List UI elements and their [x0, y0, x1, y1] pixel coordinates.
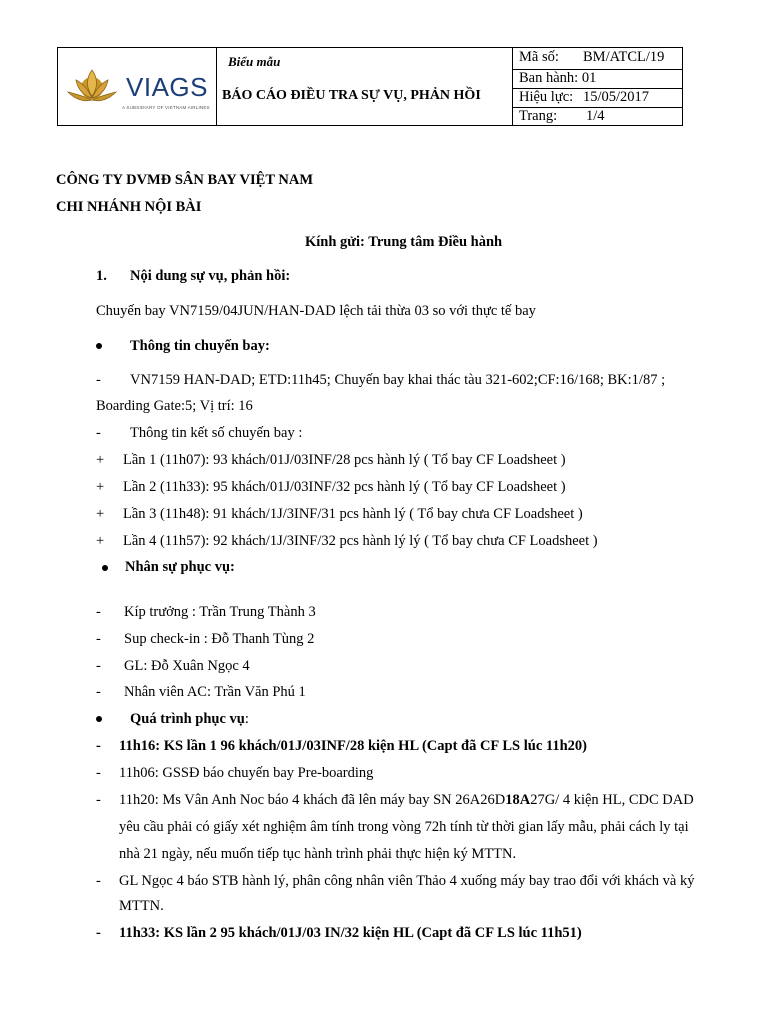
flight-details-cont: Boarding Gate:5; Vị trí: 16 [96, 398, 253, 414]
closing-count-2: Lần 2 (11h33): 95 khách/01J/03INF/32 pcs hành lý ( Tổ bay CF Loadsheet ) [123, 479, 566, 495]
staff-item: Sup check-in : Đỗ Thanh Tùng 2 [124, 631, 315, 647]
closing-info-heading: Thông tin kết số chuyến bay : [130, 425, 303, 441]
dash-marker: - [96, 873, 101, 889]
closing-count-4: Lần 4 (11h57): 92 khách/1J/3INF/32 pcs hành lý lý ( Tổ bay chưa CF Loadsheet ) [123, 533, 598, 549]
timeline-entry: 11h33: KS lần 2 95 khách/01J/03 IN/32 kiện HL (Capt đã CF LS lúc 11h51) [119, 925, 582, 941]
seat-number-highlight: 18A [505, 792, 531, 808]
process-heading-colon: : [244, 711, 249, 727]
plus-marker: + [96, 533, 105, 549]
dash-marker: - [96, 425, 101, 441]
dash-marker: - [96, 765, 101, 781]
viags-logo [66, 62, 211, 112]
dash-marker: - [96, 604, 101, 620]
header-divider [512, 48, 513, 125]
addressee: Kính gửi: Trung tâm Điều hành [305, 234, 503, 250]
code-label: Mã số: [519, 49, 559, 65]
effective-date: 15/05/2017 [583, 89, 650, 105]
timeline-text: 11h20: Ms Vân Anh Noc báo 4 khách đã lên máy bay SN 26A26D [119, 792, 506, 808]
timeline-entry-cont: nhà 21 ngày, nếu muốn tiếp tục hành trình phải thực hiện ký MTTN. [119, 846, 517, 862]
flight-details: VN7159 HAN-DAD; ETD:11h45; Chuyến bay khai thác tàu 321-602;CF:16/168; BK:1/87 ; [130, 372, 666, 388]
logo-wordmark: VIAGS [126, 72, 208, 102]
plus-marker: + [96, 452, 105, 468]
timeline-entry: 11h06: GSSĐ báo chuyến bay Pre-boarding [119, 765, 374, 781]
process-heading [130, 711, 249, 728]
section-number: 1. [96, 268, 107, 284]
staff-item: GL: Đỗ Xuân Ngọc 4 [124, 658, 250, 674]
branch-name: CHI NHÁNH NỘI BÀI [56, 199, 202, 215]
timeline-entry: GL Ngọc 4 báo STB hành lý, phân công nhân viên Thảo 4 xuống máy bay trao đổi với khách và ký [119, 873, 695, 889]
timeline-entry [119, 792, 694, 809]
staff-heading: Nhân sự phục vụ: [125, 559, 235, 575]
dash-marker: - [96, 738, 101, 754]
lotus-icon [66, 62, 118, 112]
process-heading-text: Quá trình phục vụ [130, 711, 245, 727]
dash-marker: - [96, 792, 101, 808]
plus-marker: + [96, 506, 105, 522]
closing-count-3: Lần 3 (11h48): 91 khách/1J/3INF/31 pcs hành lý ( Tổ bay chưa CF Loadsheet ) [123, 506, 583, 522]
closing-count-1: Lần 1 (11h07): 93 khách/01J/03INF/28 pcs hành lý ( Tổ bay CF Loadsheet ) [123, 452, 566, 468]
form-type-label: Biểu mẫu [228, 54, 281, 69]
issue-number: Ban hành: 01 [519, 70, 597, 86]
effective-label: Hiệu lực: [519, 89, 574, 105]
incident-summary: Chuyến bay VN7159/04JUN/HAN-DAD lệch tải thừa 03 so với thực tế bay [96, 303, 536, 319]
dash-marker: - [96, 372, 101, 388]
section-title: Nội dung sự vụ, phản hồi: [130, 268, 291, 284]
bullet-icon [96, 343, 102, 349]
bullet-icon [96, 716, 102, 722]
form-title: BÁO CÁO ĐIỀU TRA SỰ VỤ, PHẢN HỒI [222, 88, 481, 103]
page-label: Trang: [519, 108, 558, 124]
staff-item: Kíp trưởng : Trần Trung Thành 3 [124, 604, 316, 620]
bullet-icon [102, 565, 108, 571]
logo-subtitle: A SUBSIDIARY OF VIETNAM AIRLINES [122, 105, 210, 110]
dash-marker: - [96, 631, 101, 647]
staff-item: Nhân viên AC: Trần Văn Phú 1 [124, 684, 306, 700]
dash-marker: - [96, 684, 101, 700]
company-name: CÔNG TY DVMĐ SÂN BAY VIỆT NAM [56, 172, 314, 188]
timeline-text: 27G/ 4 kiện HL, CDC DAD [530, 792, 694, 808]
code-value: BM/ATCL/19 [583, 49, 665, 65]
page-number: 1/4 [586, 108, 605, 124]
dash-marker: - [96, 658, 101, 674]
header-divider [216, 48, 217, 125]
dash-marker: - [96, 925, 101, 941]
flight-info-heading: Thông tin chuyến bay: [130, 338, 270, 354]
plus-marker: + [96, 479, 105, 495]
document-header-table [57, 47, 683, 126]
timeline-entry-cont: yêu cầu phải có giấy xét nghiệm âm tính trong vòng 72h tính từ thời gian lấy mẫu, phải cách ly tại [119, 819, 689, 835]
timeline-entry: 11h16: KS lần 1 96 khách/01J/03INF/28 kiện HL (Capt đã CF LS lúc 11h20) [119, 738, 587, 754]
timeline-entry-cont: MTTN. [119, 898, 164, 914]
